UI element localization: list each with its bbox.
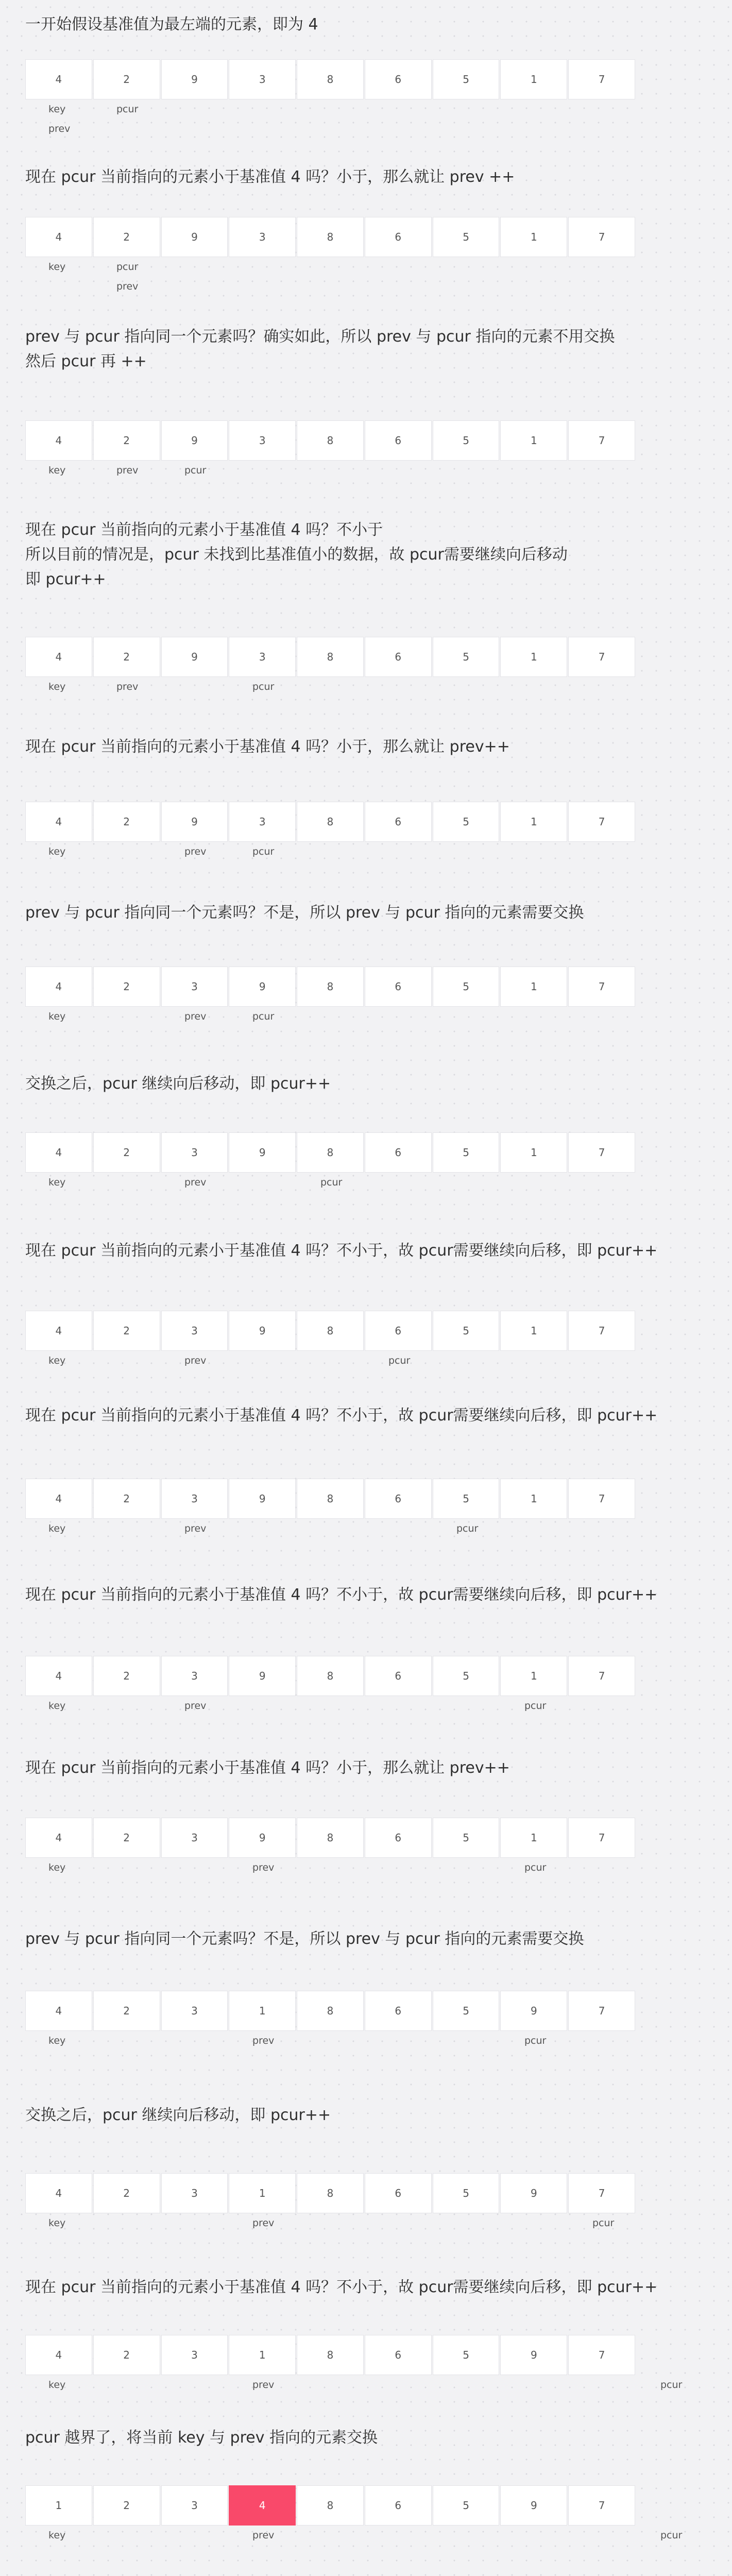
pointer-pcur: pcur xyxy=(116,261,139,273)
array-cell: 9 xyxy=(229,1132,296,1173)
array-row xyxy=(25,1656,635,1697)
array-cell-highlighted: 4 xyxy=(229,2485,296,2526)
step-4-diagram xyxy=(25,637,635,692)
array-row xyxy=(25,637,635,678)
pointer-pcur: pcur xyxy=(524,2035,547,2046)
array-cell: 8 xyxy=(297,1311,364,1351)
pointer-prev: prev xyxy=(252,2217,275,2229)
array-cell: 1 xyxy=(500,802,567,842)
step-1-text: 一开始假设基准值为最左端的元素，即为 4 xyxy=(25,15,318,33)
step-5-diagram xyxy=(25,802,635,857)
array-cell: 8 xyxy=(297,802,364,842)
array-cell: 8 xyxy=(297,1656,364,1696)
array-cell: 4 xyxy=(25,59,92,99)
array-cell: 3 xyxy=(161,1656,228,1696)
array-cell: 3 xyxy=(229,59,296,99)
array-cell: 9 xyxy=(500,2335,567,2375)
array-cell: 7 xyxy=(568,1818,635,1858)
step-3-diagram xyxy=(25,420,635,476)
step-14-text: 现在 pcur 当前指向的元素小于基准值 4 吗？不小于，故 pcur需要继续向后移，即 pcur++ xyxy=(25,2278,658,2296)
array-cell: 4 xyxy=(25,2335,92,2375)
array-cell: 7 xyxy=(568,2485,635,2526)
array-cell: 7 xyxy=(568,1132,635,1173)
step-10-diagram xyxy=(25,1656,635,1711)
array-cell: 2 xyxy=(93,2173,160,2213)
pointer-prev: prev xyxy=(184,1523,207,1534)
array-row xyxy=(25,59,635,100)
pointer-prev: prev xyxy=(252,2530,275,2541)
pointer-prev: prev xyxy=(184,846,207,857)
array-cell: 1 xyxy=(229,2173,296,2213)
pointer-pcur: pcur xyxy=(252,1011,275,1022)
step-12-text: prev 与 pcur 指向同一个元素吗？不是，所以 prev 与 pcur 指向的元素需要交换 xyxy=(25,1930,584,1948)
pointer-pcur: pcur xyxy=(524,1700,547,1711)
array-cell: 1 xyxy=(500,1132,567,1173)
array-cell: 5 xyxy=(433,217,500,257)
pointer-pcur: pcur xyxy=(592,2217,615,2229)
array-cell: 1 xyxy=(500,637,567,677)
array-cell: 2 xyxy=(93,59,160,99)
array-cell: 4 xyxy=(25,1479,92,1519)
array-cell: 3 xyxy=(229,420,296,461)
array-cell: 6 xyxy=(365,802,432,842)
step-8-text: 现在 pcur 当前指向的元素小于基准值 4 吗？不小于，故 pcur需要继续向后移，即 pcur++ xyxy=(25,1242,658,1260)
array-cell: 6 xyxy=(365,2335,432,2375)
array-cell: 8 xyxy=(297,1132,364,1173)
array-cell: 5 xyxy=(433,420,500,461)
step-1-diagram xyxy=(25,59,635,134)
step-4-text: 现在 pcur 当前指向的元素小于基准值 4 吗？不小于 所以目前的情况是，pcur 未找到比基准值小的数据，故 pcur需要继续向后移动 即 pcur++ xyxy=(25,521,568,588)
array-cell: 6 xyxy=(365,2173,432,2213)
array-cell: 3 xyxy=(161,2485,228,2526)
array-cell: 8 xyxy=(297,1479,364,1519)
step-10-text: 现在 pcur 当前指向的元素小于基准值 4 吗？不小于，故 pcur需要继续向后移，即 pcur++ xyxy=(25,1586,658,1604)
array-row xyxy=(25,1132,635,1174)
array-cell: 5 xyxy=(433,802,500,842)
array-cell: 1 xyxy=(500,1479,567,1519)
array-cell: 9 xyxy=(161,59,228,99)
step-9-diagram xyxy=(25,1479,635,1534)
step-2-text: 现在 pcur 当前指向的元素小于基准值 4 吗？小于，那么就让 prev ++ xyxy=(25,168,515,186)
array-cell: 2 xyxy=(93,1656,160,1696)
array-cell: 8 xyxy=(297,2335,364,2375)
array-cell: 9 xyxy=(229,1656,296,1696)
pointer-key: key xyxy=(48,1862,66,1873)
pointer-pcur: pcur xyxy=(184,465,207,476)
pointer-prev: prev xyxy=(184,1177,207,1188)
array-cell: 5 xyxy=(433,1479,500,1519)
array-cell: 8 xyxy=(297,1991,364,2031)
array-cell: 1 xyxy=(500,1311,567,1351)
step-13-diagram xyxy=(25,2173,635,2229)
pointer-pcur: pcur xyxy=(524,1862,547,1873)
array-cell: 7 xyxy=(568,1479,635,1519)
array-cell: 2 xyxy=(93,1818,160,1858)
array-row xyxy=(25,967,635,1008)
array-cell: 6 xyxy=(365,420,432,461)
array-cell: 7 xyxy=(568,2173,635,2213)
array-cell: 5 xyxy=(433,637,500,677)
array-row xyxy=(25,1479,635,1520)
pointer-key: key xyxy=(48,1523,66,1534)
array-cell: 3 xyxy=(229,637,296,677)
array-cell: 1 xyxy=(25,2485,92,2526)
pointer-prev: prev xyxy=(252,1862,275,1873)
array-cell: 8 xyxy=(297,217,364,257)
array-cell: 7 xyxy=(568,59,635,99)
array-cell: 7 xyxy=(568,637,635,677)
step-6-diagram xyxy=(25,967,635,1022)
array-cell: 1 xyxy=(500,1818,567,1858)
array-cell: 4 xyxy=(25,1656,92,1696)
pointer-key: key xyxy=(48,2530,66,2541)
array-cell: 4 xyxy=(25,637,92,677)
array-cell: 2 xyxy=(93,420,160,461)
step-11-text: 现在 pcur 当前指向的元素小于基准值 4 吗？小于，那么就让 prev++ xyxy=(25,1759,510,1777)
array-cell: 4 xyxy=(25,2173,92,2213)
array-cell: 2 xyxy=(93,637,160,677)
array-cell: 9 xyxy=(500,1991,567,2031)
array-row xyxy=(25,2173,635,2214)
pointer-pcur: pcur xyxy=(252,681,275,692)
step-2-diagram xyxy=(25,217,635,292)
step-3-text: prev 与 pcur 指向同一个元素吗？确实如此，所以 prev 与 pcur 指向的元素不用交换 然后 pcur 再 ++ xyxy=(25,328,615,370)
array-cell: 5 xyxy=(433,1818,500,1858)
pointer-key: key xyxy=(48,2379,66,2391)
array-cell: 3 xyxy=(229,802,296,842)
array-cell: 5 xyxy=(433,1132,500,1173)
array-cell: 7 xyxy=(568,802,635,842)
array-cell: 1 xyxy=(229,1991,296,2031)
array-cell: 4 xyxy=(25,420,92,461)
array-cell: 8 xyxy=(297,637,364,677)
array-cell: 7 xyxy=(568,420,635,461)
array-cell: 9 xyxy=(161,802,228,842)
array-cell: 1 xyxy=(500,967,567,1007)
array-cell: 1 xyxy=(500,420,567,461)
pointer-pcur: pcur xyxy=(660,2530,683,2541)
array-cell: 5 xyxy=(433,967,500,1007)
pointer-key: key xyxy=(48,104,66,115)
array-cell: 6 xyxy=(365,59,432,99)
pointer-pcur: pcur xyxy=(388,1355,411,1366)
step-15-text: pcur 越界了，将当前 key 与 prev 指向的元素交换 xyxy=(25,2429,378,2447)
array-cell: 7 xyxy=(568,1656,635,1696)
array-cell: 5 xyxy=(433,59,500,99)
array-cell: 2 xyxy=(93,217,160,257)
pointer-prev: prev xyxy=(48,123,71,134)
array-row xyxy=(25,2485,635,2527)
array-cell: 9 xyxy=(229,1818,296,1858)
array-cell: 8 xyxy=(297,2485,364,2526)
array-cell: 2 xyxy=(93,967,160,1007)
array-cell: 2 xyxy=(93,2485,160,2526)
step-7-diagram xyxy=(25,1132,635,1188)
pointer-key: key xyxy=(48,1177,66,1188)
array-cell: 9 xyxy=(229,1479,296,1519)
array-cell: 6 xyxy=(365,1656,432,1696)
pointer-pcur: pcur xyxy=(660,2379,683,2391)
step-8-diagram xyxy=(25,1311,635,1366)
array-row xyxy=(25,217,635,258)
array-cell: 1 xyxy=(500,217,567,257)
array-cell: 4 xyxy=(25,1991,92,2031)
array-cell: 8 xyxy=(297,420,364,461)
array-cell: 5 xyxy=(433,2173,500,2213)
step-11-diagram xyxy=(25,1818,635,1873)
array-cell: 5 xyxy=(433,1656,500,1696)
step-12-diagram xyxy=(25,1991,635,2046)
array-cell: 8 xyxy=(297,1818,364,1858)
pointer-key: key xyxy=(48,465,66,476)
pointer-pcur: pcur xyxy=(252,846,275,857)
array-cell: 4 xyxy=(25,1311,92,1351)
array-cell: 3 xyxy=(161,1132,228,1173)
array-cell: 3 xyxy=(161,1479,228,1519)
step-6-text: prev 与 pcur 指向同一个元素吗？不是，所以 prev 与 pcur 指向的元素需要交换 xyxy=(25,904,584,922)
array-cell: 8 xyxy=(297,967,364,1007)
array-cell: 6 xyxy=(365,1132,432,1173)
array-cell: 3 xyxy=(161,2335,228,2375)
array-cell: 8 xyxy=(297,59,364,99)
step-7-text: 交换之后，pcur 继续向后移动，即 pcur++ xyxy=(25,1075,331,1093)
array-cell: 6 xyxy=(365,1311,432,1351)
step-13-text: 交换之后，pcur 继续向后移动，即 pcur++ xyxy=(25,2106,331,2124)
array-cell: 2 xyxy=(93,1311,160,1351)
array-cell: 9 xyxy=(500,2173,567,2213)
array-cell: 4 xyxy=(25,967,92,1007)
array-cell: 2 xyxy=(93,802,160,842)
array-cell: 1 xyxy=(500,1656,567,1696)
pointer-pcur: pcur xyxy=(320,1177,343,1188)
array-cell: 6 xyxy=(365,2485,432,2526)
array-cell: 3 xyxy=(161,967,228,1007)
array-cell: 3 xyxy=(161,2173,228,2213)
step-9-text: 现在 pcur 当前指向的元素小于基准值 4 吗？不小于，故 pcur需要继续向后移，即 pcur++ xyxy=(25,1406,658,1425)
array-cell: 4 xyxy=(25,802,92,842)
array-cell: 6 xyxy=(365,1818,432,1858)
pointer-pcur: pcur xyxy=(456,1523,479,1534)
array-cell: 4 xyxy=(25,217,92,257)
array-row xyxy=(25,2335,635,2376)
array-cell: 3 xyxy=(161,1991,228,2031)
array-cell: 6 xyxy=(365,1479,432,1519)
step-14-diagram xyxy=(25,2335,683,2391)
array-cell: 6 xyxy=(365,1991,432,2031)
array-cell: 9 xyxy=(229,967,296,1007)
array-cell: 6 xyxy=(365,637,432,677)
pointer-prev: prev xyxy=(116,681,139,692)
array-cell: 7 xyxy=(568,1311,635,1351)
pointer-key: key xyxy=(48,261,66,273)
array-cell: 2 xyxy=(93,1132,160,1173)
array-cell: 2 xyxy=(93,1991,160,2031)
pointer-prev: prev xyxy=(252,2035,275,2046)
array-cell: 6 xyxy=(365,217,432,257)
pointer-prev: prev xyxy=(116,281,139,292)
array-cell: 3 xyxy=(161,1311,228,1351)
pointer-key: key xyxy=(48,1011,66,1022)
array-cell: 9 xyxy=(229,1311,296,1351)
array-cell: 5 xyxy=(433,2485,500,2526)
pointer-prev: prev xyxy=(116,465,139,476)
array-cell: 7 xyxy=(568,2335,635,2375)
array-cell: 7 xyxy=(568,1991,635,2031)
pointer-pcur: pcur xyxy=(116,104,139,115)
array-cell: 7 xyxy=(568,967,635,1007)
pointer-prev: prev xyxy=(252,2379,275,2391)
array-cell: 4 xyxy=(25,1132,92,1173)
array-cell: 5 xyxy=(433,1311,500,1351)
array-cell: 2 xyxy=(93,1479,160,1519)
array-row xyxy=(25,1311,635,1352)
pointer-key: key xyxy=(48,1355,66,1366)
array-row xyxy=(25,1991,635,2032)
step-15-diagram xyxy=(25,2485,683,2541)
array-cell: 7 xyxy=(568,217,635,257)
array-cell: 9 xyxy=(500,2485,567,2526)
array-cell: 9 xyxy=(161,420,228,461)
pointer-key: key xyxy=(48,2217,66,2229)
array-cell: 3 xyxy=(161,1818,228,1858)
array-row xyxy=(25,1818,635,1859)
array-cell: 4 xyxy=(25,1818,92,1858)
array-cell: 8 xyxy=(297,2173,364,2213)
array-cell: 2 xyxy=(93,2335,160,2375)
array-cell: 9 xyxy=(161,637,228,677)
array-cell: 9 xyxy=(161,217,228,257)
array-cell: 5 xyxy=(433,2335,500,2375)
array-row xyxy=(25,420,635,462)
pointer-key: key xyxy=(48,1700,66,1711)
pointer-prev: prev xyxy=(184,1700,207,1711)
array-cell: 5 xyxy=(433,1991,500,2031)
pointer-key: key xyxy=(48,681,66,692)
array-cell: 1 xyxy=(229,2335,296,2375)
array-cell: 6 xyxy=(365,967,432,1007)
pointer-key: key xyxy=(48,2035,66,2046)
array-cell: 3 xyxy=(229,217,296,257)
array-cell: 1 xyxy=(500,59,567,99)
pointer-prev: prev xyxy=(184,1355,207,1366)
step-5-text: 现在 pcur 当前指向的元素小于基准值 4 吗？小于，那么就让 prev++ xyxy=(25,738,510,756)
array-row xyxy=(25,802,635,843)
pointer-prev: prev xyxy=(184,1011,207,1022)
pointer-key: key xyxy=(48,846,66,857)
